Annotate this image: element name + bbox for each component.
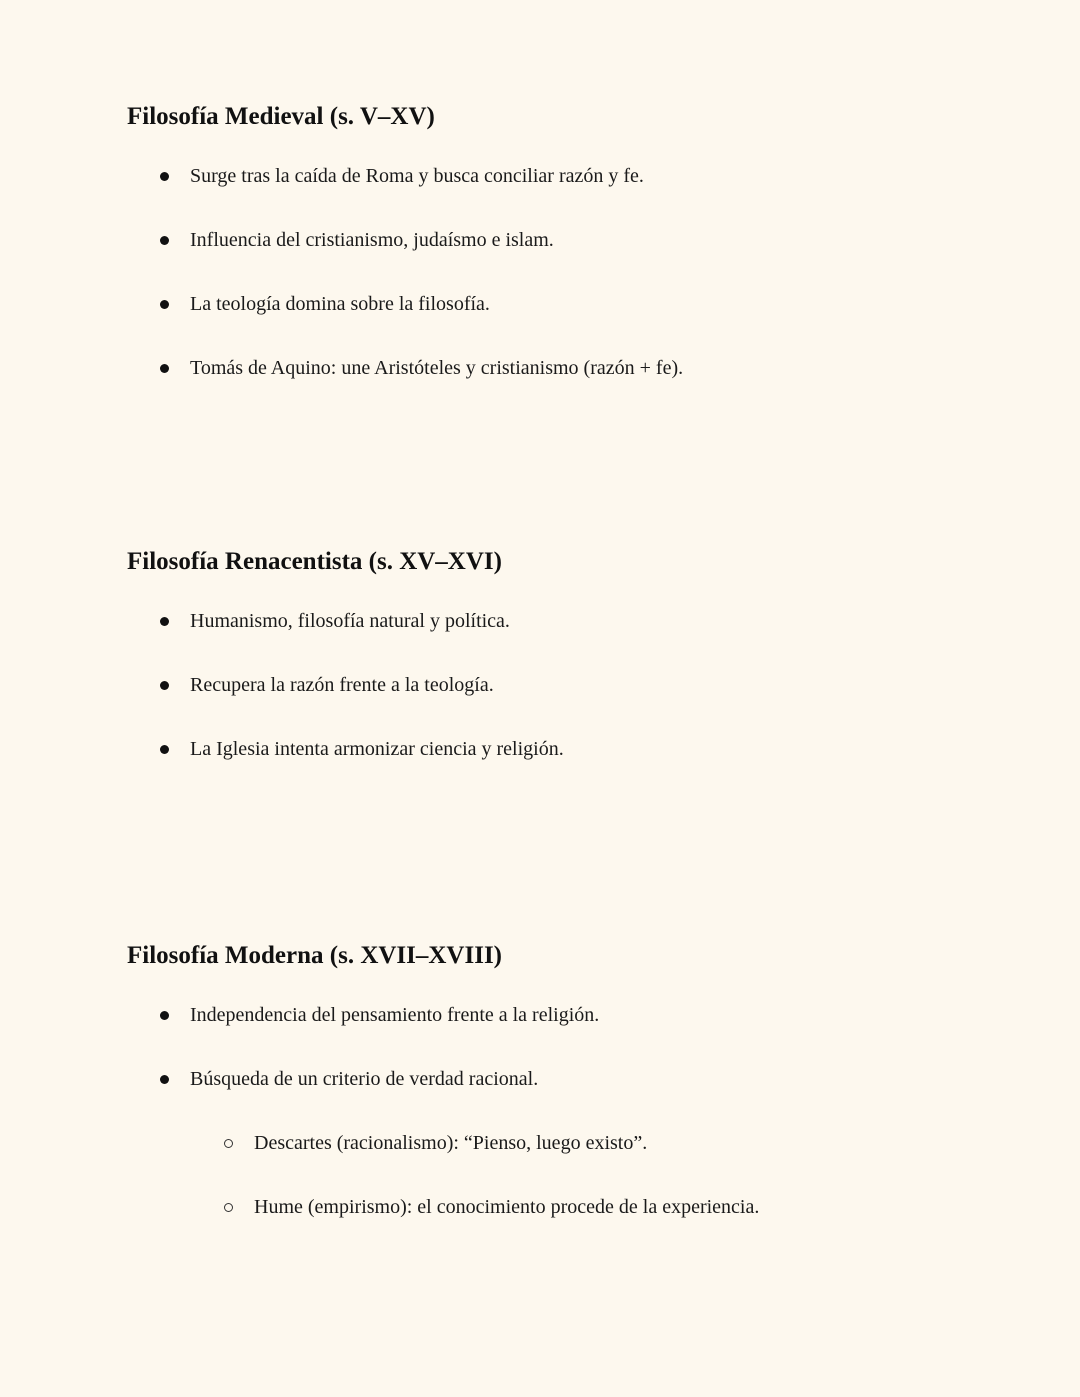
list-item-text: Humanismo, filosofía natural y política. (190, 610, 510, 632)
hollow-bullet-icon (224, 1139, 233, 1148)
section-medieval (127, 102, 1080, 380)
sub-list-item (127, 1131, 1080, 1155)
filled-bullet-icon (160, 300, 169, 309)
filled-bullet-icon (160, 681, 169, 690)
list-item-text: Independencia del pensamiento frente a la religión. (190, 1004, 600, 1026)
list-item (127, 292, 1080, 316)
section-moderna (127, 941, 1080, 1219)
filled-bullet-icon (160, 364, 169, 373)
list-item-text: La teología domina sobre la filosofía. (190, 293, 490, 315)
filled-bullet-icon (160, 617, 169, 626)
bullet-list (127, 609, 1080, 761)
list-item-text: Tomás de Aquino: une Aristóteles y cristianismo (razón + fe). (190, 357, 684, 379)
list-item (127, 1003, 1080, 1027)
list-item (127, 609, 1080, 633)
filled-bullet-icon (160, 172, 169, 181)
list-item-text: Influencia del cristianismo, judaísmo e islam. (190, 229, 554, 251)
list-item-text: La Iglesia intenta armonizar ciencia y religión. (190, 738, 564, 760)
list-item (127, 1067, 1080, 1091)
list-item (127, 356, 1080, 380)
list-item (127, 228, 1080, 252)
filled-bullet-icon (160, 1075, 169, 1084)
list-item-text: Descartes (racionalismo): “Pienso, luego existo”. (254, 1132, 648, 1154)
section-title: Filosofía Medieval (s. V–XV) (127, 103, 435, 130)
section-renacentista (127, 547, 1080, 761)
section-title: Filosofía Renacentista (s. XV–XVI) (127, 548, 502, 575)
list-item-text: Hume (empirismo): el conocimiento procede de la experiencia. (254, 1196, 760, 1218)
list-item-text: Recupera la razón frente a la teología. (190, 674, 494, 696)
list-item (127, 737, 1080, 761)
section-title: Filosofía Moderna (s. XVII–XVIII) (127, 942, 502, 969)
list-item-text: Surge tras la caída de Roma y busca conciliar razón y fe. (190, 165, 644, 187)
list-item (127, 164, 1080, 188)
bullet-list (127, 164, 1080, 380)
sub-list-item (127, 1195, 1080, 1219)
list-item-text: Búsqueda de un criterio de verdad racional. (190, 1068, 539, 1090)
filled-bullet-icon (160, 1011, 169, 1020)
list-item (127, 673, 1080, 697)
bullet-list (127, 1003, 1080, 1219)
hollow-bullet-icon (224, 1203, 233, 1212)
filled-bullet-icon (160, 745, 169, 754)
filled-bullet-icon (160, 236, 169, 245)
